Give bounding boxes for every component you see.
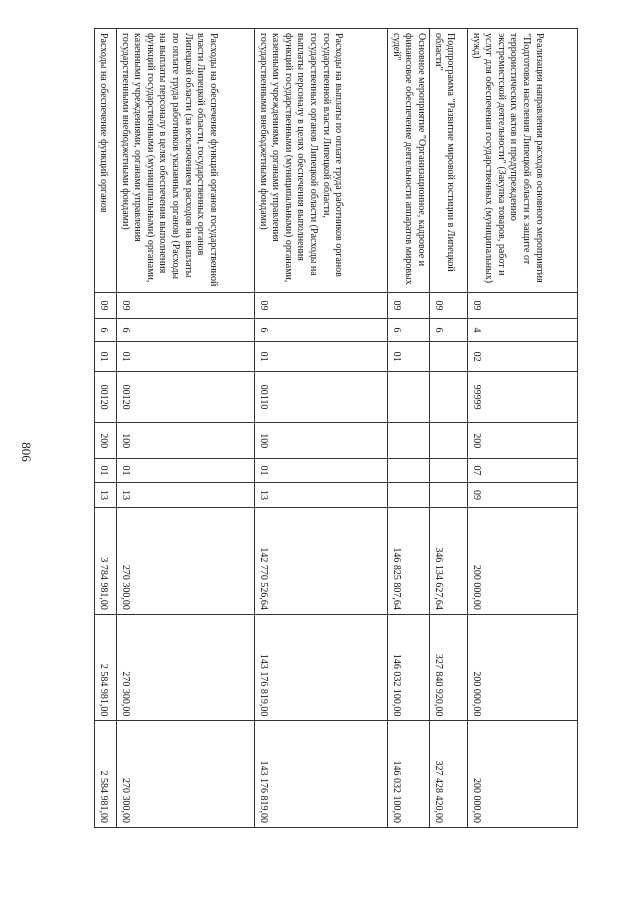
table-row [430, 29, 468, 828]
code-cell [388, 372, 430, 423]
amount-cell: 346 134 627,64 [430, 508, 468, 615]
amount-cell: 2 584 981,00 [95, 721, 117, 828]
code-cell: 00120 [117, 372, 255, 423]
code-cell: 13 [255, 482, 388, 508]
code-cell: 09 [95, 293, 117, 319]
table-row [255, 29, 388, 828]
code-cell: 13 [117, 482, 255, 508]
amount-cell: 270 300,00 [117, 721, 255, 828]
amount-cell: 146 032 100,00 [388, 721, 430, 828]
code-cell: 02 [468, 342, 578, 372]
amount-cell: 3 784 981,00 [95, 508, 117, 615]
code-cell: 200 [468, 423, 578, 459]
row-description: Основное мероприятие "Организационное, кадровое и финансовое обеспечение деятельности аппаратов мировых судей" [388, 29, 430, 293]
code-cell: 09 [468, 482, 578, 508]
amount-cell: 270 300,00 [117, 614, 255, 721]
code-cell: 6 [255, 318, 388, 341]
row-description: Расходы на выплаты по оплате труда работников органов государственной власти Липецкой области, государственных органов Липецкой области (Расходы на выплаты персоналу в целях обеспечения выполнения функций государственными (муниципальными) органами, казенными учреждениями, органами управления государственными внебюджетными фондами) [255, 29, 388, 293]
code-cell: 09 [388, 293, 430, 319]
code-cell [430, 459, 468, 482]
amount-cell: 142 770 526,64 [255, 508, 388, 615]
amount-cell: 200 000,00 [468, 508, 578, 615]
amount-cell: 143 176 819,00 [255, 721, 388, 828]
code-cell: 00110 [255, 372, 388, 423]
code-cell: 01 [117, 459, 255, 482]
amount-cell: 143 176 819,00 [255, 614, 388, 721]
code-cell: 200 [95, 423, 117, 459]
code-cell: 6 [95, 318, 117, 341]
code-cell [430, 342, 468, 372]
page-number: 806 [19, 442, 34, 462]
code-cell: 13 [95, 482, 117, 508]
code-cell: 01 [95, 342, 117, 372]
code-cell: 07 [468, 459, 578, 482]
amount-cell: 146 032 100,00 [388, 614, 430, 721]
row-description: Расходы на обеспечение функций органов [95, 29, 117, 293]
code-cell: 6 [430, 318, 468, 341]
table-row [468, 29, 578, 828]
code-cell [430, 372, 468, 423]
code-cell: 6 [117, 318, 255, 341]
amount-cell: 200 000,00 [468, 721, 578, 828]
code-cell [430, 482, 468, 508]
code-cell [388, 423, 430, 459]
amount-cell: 146 825 807,64 [388, 508, 430, 615]
table-row [95, 29, 117, 828]
row-description: Расходы на обеспечение функций органов государственной власти Липецкой области, государственных органов Липецкой области (за исключением расходов на выплаты по оплате труда работников указанных органов) (Расходы на выплаты персоналу в целях обеспечения выполнения функций государственными (муниципальными) органами, казенными учреждениями, органами управления государственными внебюджетными фондами) [117, 29, 255, 293]
code-cell: 100 [255, 423, 388, 459]
code-cell: 01 [255, 342, 388, 372]
code-cell: 09 [117, 293, 255, 319]
code-cell: 01 [388, 342, 430, 372]
code-cell: 100 [117, 423, 255, 459]
row-description: Реализация направления расходов основного мероприятия "Подготовка населения Липецкой области к защите от террористических актов и предупреждению экстремистской деятельности" (Закупка товаров, работ и услуг для обеспечения государственных (муниципальных) нужд) [468, 29, 578, 293]
code-cell: 01 [95, 459, 117, 482]
row-description: Подпрограмма "Развитие мировой юстиции в Липецкой области" [430, 29, 468, 293]
code-cell: 01 [117, 342, 255, 372]
table-row [388, 29, 430, 828]
code-cell: 00120 [95, 372, 117, 423]
code-cell: 4 [468, 318, 578, 341]
code-cell: 6 [388, 318, 430, 341]
budget-table [94, 28, 578, 828]
code-cell: 01 [255, 459, 388, 482]
code-cell: 09 [255, 293, 388, 319]
code-cell [388, 459, 430, 482]
amount-cell: 2 584 981,00 [95, 614, 117, 721]
amount-cell: 327 428 420,00 [430, 721, 468, 828]
code-cell [388, 482, 430, 508]
amount-cell: 327 840 920,00 [430, 614, 468, 721]
code-cell [430, 423, 468, 459]
code-cell: 99999 [468, 372, 578, 423]
amount-cell: 200 000,00 [468, 614, 578, 721]
table-row [117, 29, 255, 828]
amount-cell: 270 300,00 [117, 508, 255, 615]
code-cell: 09 [430, 293, 468, 319]
code-cell: 09 [468, 293, 578, 319]
